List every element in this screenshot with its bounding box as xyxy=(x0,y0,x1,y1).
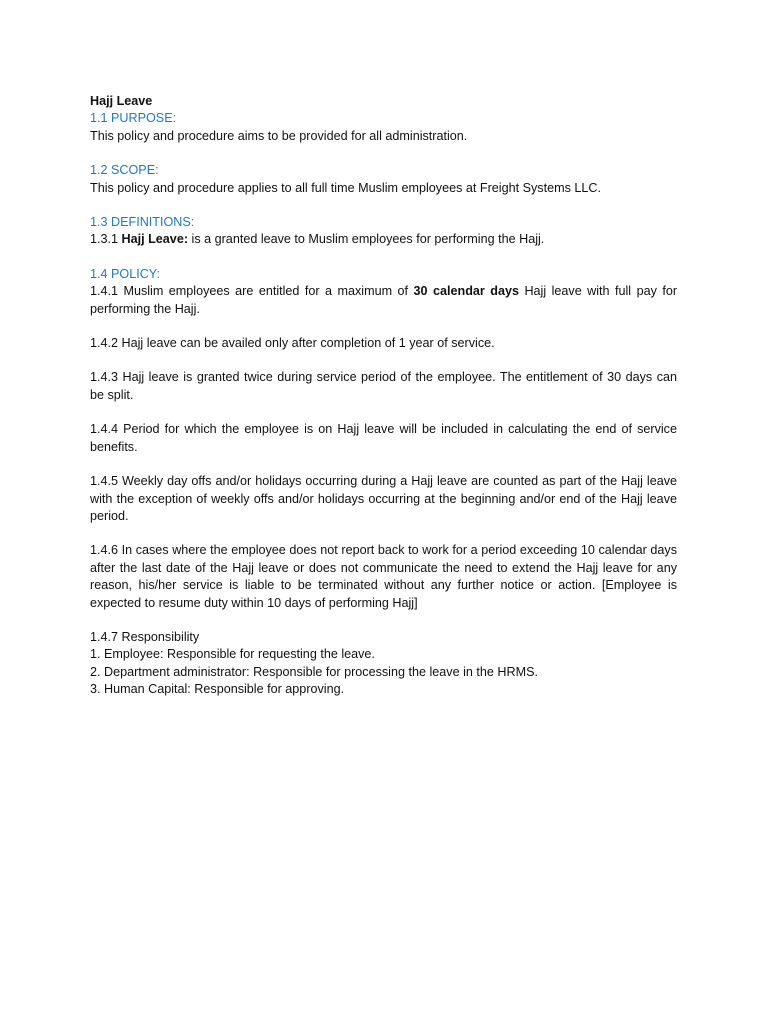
responsibility-title: 1.4.7 Responsibility xyxy=(90,629,200,644)
policy-clause-2: 1.4.2 Hajj leave can be availed only after completion of 1 year of service. xyxy=(90,336,495,351)
responsibility-item: 3. Human Capital: Responsible for approving. xyxy=(90,682,345,697)
policy-clause-1-prefix: 1.4.1 Muslim employees are entitled for a maximum of xyxy=(90,284,409,299)
scope-heading: 1.2 SCOPE: xyxy=(90,163,159,178)
policy-clause-1 xyxy=(90,283,677,318)
definition-text: is a granted leave to Muslim employees for performing the Hajj. xyxy=(191,232,545,247)
definition-term: Hajj Leave: xyxy=(121,232,189,247)
policy-clause-6: 1.4.6 In cases where the employee does not report back to work for a period exceeding 10 calendar days after the last date of the Hajj leave or does not communicate the need to extend the Hajj leave for any reason, his/her service is liable to be terminated without any further notice or action. [Employee is expected to resume duty within 10 days of performing Hajj] xyxy=(90,543,677,610)
responsibility-item: 2. Department administrator: Responsible for processing the leave in the HRMS. xyxy=(90,664,538,679)
definition-item xyxy=(90,231,677,248)
responsibility-item: 1. Employee: Responsible for requesting the leave. xyxy=(90,647,375,662)
purpose-text: This policy and procedure aims to be provided for all administration. xyxy=(90,128,468,143)
policy-heading: 1.4 POLICY: xyxy=(90,266,161,281)
policy-clause-4: 1.4.4 Period for which the employee is on Hajj leave will be included in calculating the end of service benefits. xyxy=(90,422,677,454)
definition-number: 1.3.1 xyxy=(90,232,119,247)
policy-clause-5: 1.4.5 Weekly day offs and/or holidays occurring during a Hajj leave are counted as part of the Hajj leave with the exception of weekly offs and/or holidays occurring at the beginning and/or end of the Hajj leave period. xyxy=(90,474,677,523)
definitions-heading: 1.3 DEFINITIONS: xyxy=(90,215,195,230)
policy-clause-3: 1.4.3 Hajj leave is granted twice during service period of the employee. The entitlement of 30 days can be split. xyxy=(90,370,677,402)
policy-clause-1-bold: 30 calendar days xyxy=(413,284,519,299)
purpose-heading: 1.1 PURPOSE: xyxy=(90,111,177,126)
policy-clause-1-suffix: Hajj leave with full pay for performing the Hajj. xyxy=(90,284,678,316)
scope-text: This policy and procedure applies to all full time Muslim employees at Freight Systems LLC. xyxy=(90,180,601,195)
document-title: Hajj Leave xyxy=(90,94,153,108)
